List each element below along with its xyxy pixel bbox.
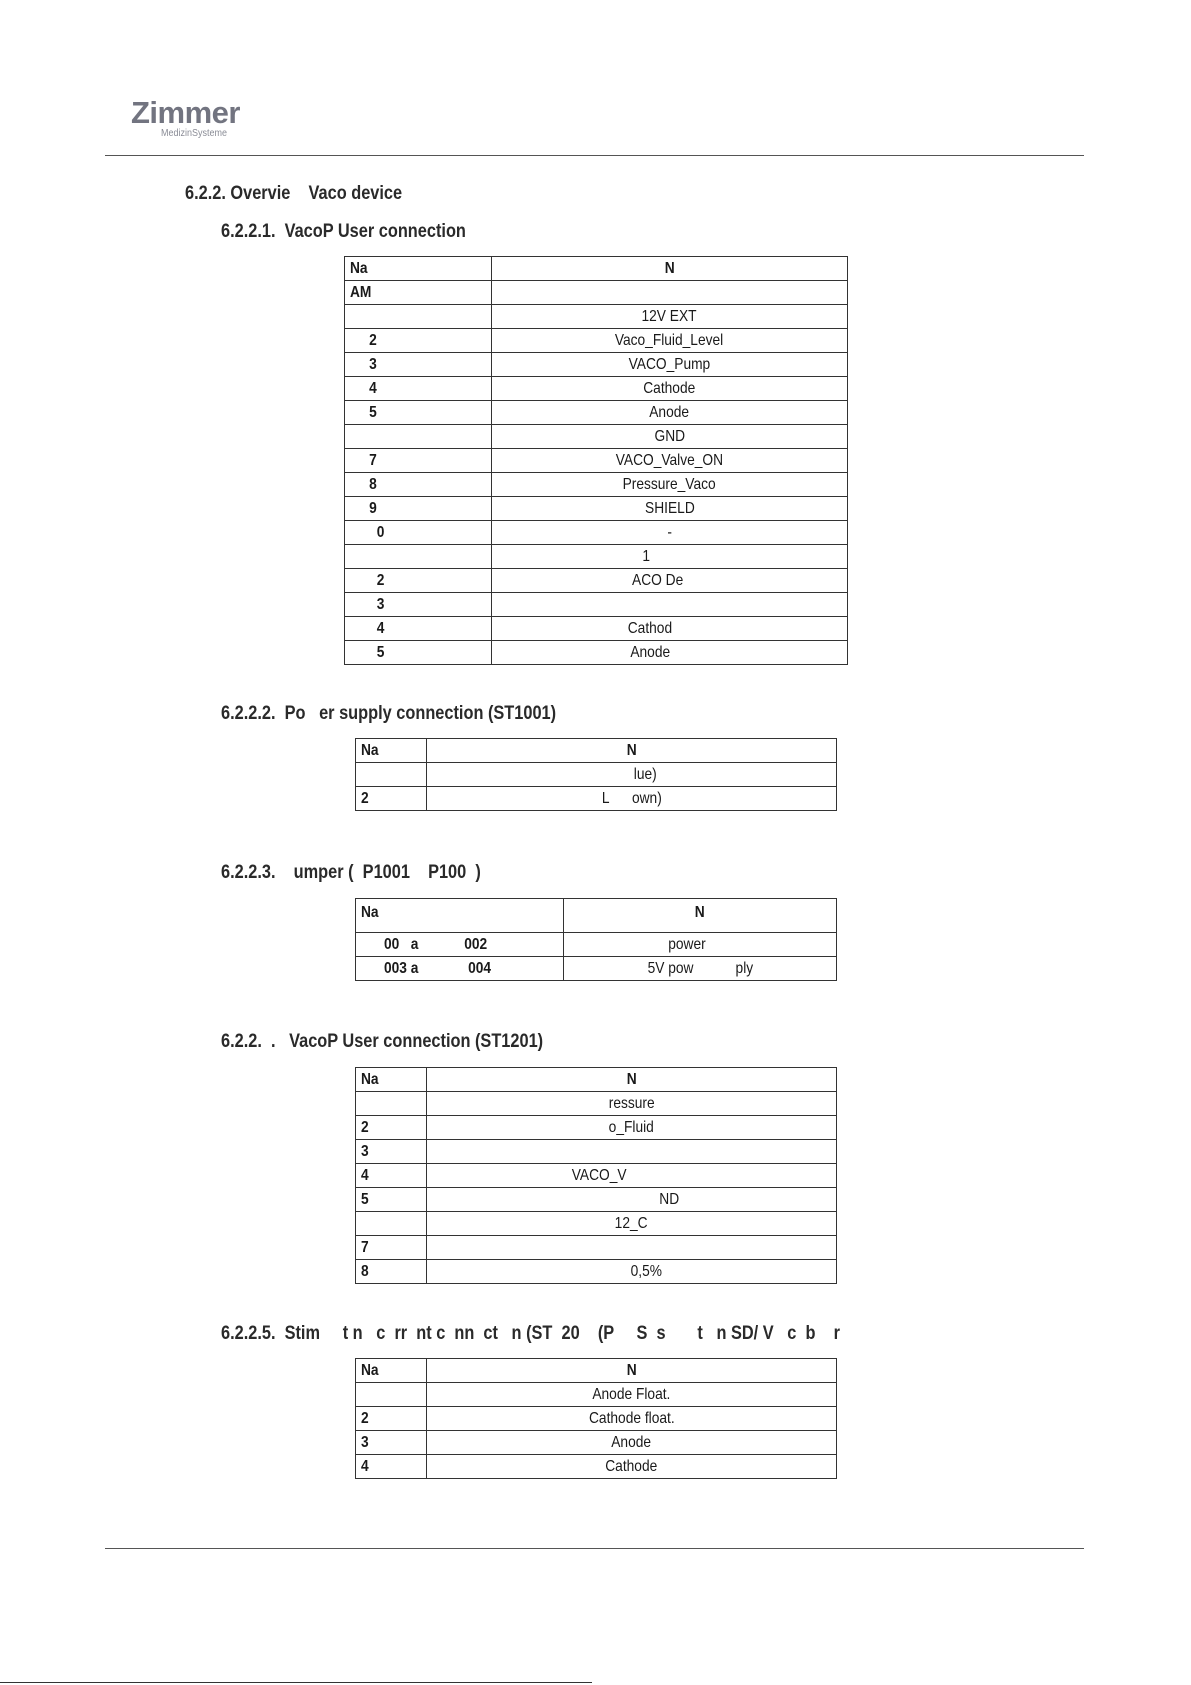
cell-text: 2 bbox=[361, 1119, 369, 1136]
cell-text: 4 bbox=[350, 380, 377, 397]
table-row bbox=[356, 1260, 837, 1284]
bottom-edge-rule bbox=[0, 1682, 592, 1683]
table-row bbox=[356, 1140, 837, 1164]
pin-number-cell bbox=[345, 329, 492, 353]
pin-number-cell bbox=[345, 641, 492, 665]
cell-text: N bbox=[626, 1071, 637, 1088]
pin-name-cell bbox=[564, 899, 837, 933]
subsection-heading-1: 6.2.2.1. VacoP User connection bbox=[221, 221, 466, 242]
cell-text: 3 bbox=[350, 356, 377, 373]
pin-number-cell bbox=[356, 763, 427, 787]
pin-number-cell bbox=[345, 401, 492, 425]
table-row bbox=[356, 1383, 837, 1407]
pin-name-cell bbox=[427, 1383, 837, 1407]
cell-text: 7 bbox=[361, 1239, 369, 1256]
table-row bbox=[356, 1212, 837, 1236]
table-row bbox=[356, 1164, 837, 1188]
cell-text: Anode Float. bbox=[592, 1386, 671, 1403]
pin-number-cell bbox=[345, 377, 492, 401]
table-row bbox=[356, 1188, 837, 1212]
pin-number-cell bbox=[356, 1188, 427, 1212]
pin-name-cell bbox=[427, 1359, 837, 1383]
pin-name-cell bbox=[427, 1236, 837, 1260]
table-row bbox=[345, 353, 848, 377]
pin-number-cell bbox=[356, 1431, 427, 1455]
table-row bbox=[345, 329, 848, 353]
cell-text: N bbox=[695, 904, 705, 921]
pin-name-cell bbox=[492, 377, 848, 401]
cell-text: lue) bbox=[606, 766, 657, 783]
cell-text: 2 bbox=[361, 790, 369, 807]
table-row bbox=[345, 497, 848, 521]
pin-name-cell bbox=[492, 401, 848, 425]
cell-text: L own) bbox=[601, 790, 662, 807]
cell-text: N bbox=[626, 742, 637, 759]
pin-table-2-body bbox=[356, 739, 837, 811]
table-row bbox=[356, 933, 837, 957]
pin-number-cell bbox=[356, 899, 564, 933]
logo-subtitle: MedizinSysteme bbox=[161, 128, 228, 139]
pin-name-cell bbox=[492, 593, 848, 617]
table-row bbox=[345, 473, 848, 497]
pin-number-cell bbox=[345, 617, 492, 641]
cell-text: 5 bbox=[361, 1191, 369, 1208]
pin-name-cell bbox=[427, 739, 837, 763]
cell-text: 4 bbox=[350, 620, 385, 637]
cell-text: 8 bbox=[350, 476, 377, 493]
cell-text: Na bbox=[361, 742, 379, 759]
cell-text: ACO De bbox=[632, 572, 707, 589]
table-row bbox=[356, 1236, 837, 1260]
cell-text: AM bbox=[350, 284, 372, 301]
pin-table-3-body bbox=[356, 899, 837, 981]
pin-name-cell bbox=[492, 473, 848, 497]
table-row bbox=[356, 763, 837, 787]
cell-text: 4 bbox=[361, 1458, 369, 1475]
cell-text: 1 bbox=[642, 548, 697, 565]
table-row bbox=[356, 1455, 837, 1479]
pin-number-cell bbox=[345, 497, 492, 521]
table-header-row bbox=[345, 257, 848, 281]
cell-text: 4 bbox=[361, 1167, 369, 1184]
logo-wordmark: Zimmer bbox=[131, 95, 240, 130]
pin-table-5-body bbox=[356, 1359, 837, 1479]
cell-text: Pressure_Vaco bbox=[622, 476, 717, 493]
cell-text: N bbox=[664, 260, 675, 277]
pin-number-cell bbox=[345, 521, 492, 545]
table-row bbox=[356, 1116, 837, 1140]
pin-name-cell bbox=[492, 569, 848, 593]
pin-name-cell bbox=[492, 521, 848, 545]
pin-number-cell bbox=[345, 569, 492, 593]
table-row bbox=[345, 593, 848, 617]
pin-number-cell bbox=[356, 1164, 427, 1188]
subsection-heading-3: 6.2.2.3. umper ( P1001 P100 ) bbox=[221, 862, 481, 883]
subsection-heading-2: 6.2.2.2. Po er supply connection (ST1001) bbox=[221, 703, 557, 724]
pin-table-4-body bbox=[356, 1068, 837, 1284]
table-row bbox=[345, 545, 848, 569]
pin-number-cell bbox=[356, 1140, 427, 1164]
pin-name-cell bbox=[427, 1407, 837, 1431]
cell-text: Cathode float. bbox=[588, 1410, 675, 1427]
pin-number-cell bbox=[356, 1212, 427, 1236]
pin-name-cell bbox=[427, 1068, 837, 1092]
table-header-row bbox=[356, 899, 837, 933]
pin-number-cell bbox=[356, 1092, 427, 1116]
cell-text: o_Fluid bbox=[608, 1119, 655, 1136]
table-row bbox=[356, 787, 837, 811]
pin-name-cell bbox=[492, 257, 848, 281]
pin-table-2 bbox=[355, 738, 837, 811]
pin-number-cell bbox=[356, 1359, 427, 1383]
cell-text: 12_C bbox=[615, 1215, 648, 1232]
pin-table-3 bbox=[355, 898, 837, 981]
cell-text: ND bbox=[583, 1191, 680, 1208]
pin-number-cell bbox=[345, 425, 492, 449]
cell-text: Na bbox=[361, 904, 379, 921]
pin-name-cell bbox=[427, 1212, 837, 1236]
table-row bbox=[345, 641, 848, 665]
cell-text: SHIELD bbox=[644, 500, 695, 517]
pin-name-cell bbox=[427, 787, 837, 811]
pin-number-cell bbox=[356, 1260, 427, 1284]
cell-text: VACO_Pump bbox=[628, 356, 711, 373]
pin-name-cell bbox=[492, 305, 848, 329]
table-row bbox=[356, 1431, 837, 1455]
cell-text: Cathode bbox=[643, 380, 696, 397]
pin-number-cell bbox=[345, 545, 492, 569]
section-heading: 6.2.2. Overvie Vaco device bbox=[185, 183, 403, 204]
table-row bbox=[345, 449, 848, 473]
cell-text: Anode bbox=[630, 644, 709, 661]
table-header-row bbox=[356, 1068, 837, 1092]
table-row bbox=[345, 617, 848, 641]
pin-table-4 bbox=[355, 1067, 837, 1284]
pin-name-cell bbox=[492, 617, 848, 641]
pin-name-cell bbox=[492, 353, 848, 377]
cell-text: 0,5% bbox=[600, 1263, 663, 1280]
table-row bbox=[345, 521, 848, 545]
subsection-heading-4: 6.2.2. . VacoP User connection (ST1201) bbox=[221, 1031, 544, 1052]
pin-number-cell bbox=[356, 739, 427, 763]
pin-name-cell bbox=[427, 1116, 837, 1140]
table-row bbox=[356, 1092, 837, 1116]
cell-text: power bbox=[667, 936, 733, 953]
cell-text: 7 bbox=[350, 452, 377, 469]
pin-number-cell bbox=[345, 593, 492, 617]
pin-name-cell bbox=[492, 281, 848, 305]
pin-number-cell bbox=[345, 257, 492, 281]
pin-number-cell bbox=[356, 787, 427, 811]
table-row bbox=[356, 957, 837, 981]
cell-text: 12V EXT bbox=[641, 308, 698, 325]
pin-table-1 bbox=[344, 256, 848, 665]
pin-name-cell bbox=[427, 1260, 837, 1284]
pin-name-cell bbox=[492, 641, 848, 665]
cell-text: Vaco_Fluid_Level bbox=[615, 332, 724, 349]
pin-name-cell bbox=[427, 763, 837, 787]
table-row bbox=[345, 425, 848, 449]
pin-name-cell bbox=[492, 449, 848, 473]
footer-rule bbox=[105, 1548, 1084, 1549]
cell-text: 2 bbox=[350, 332, 377, 349]
subsection-heading-5: 6.2.2.5. Stim t n c rr nt c nn ct n (ST 20 (P S s t n SD/ V c b r bbox=[221, 1323, 840, 1344]
cell-text: 5 bbox=[350, 404, 377, 421]
cell-text: 8 bbox=[361, 1263, 369, 1280]
cell-text: VACO_V bbox=[571, 1167, 692, 1184]
pin-number-cell bbox=[345, 449, 492, 473]
cell-text: Na bbox=[361, 1362, 379, 1379]
pin-number-cell bbox=[356, 1407, 427, 1431]
pin-number-cell bbox=[345, 353, 492, 377]
cell-text: N bbox=[626, 1362, 637, 1379]
table-row bbox=[345, 305, 848, 329]
cell-text: 3 bbox=[361, 1143, 369, 1160]
table-row bbox=[345, 401, 848, 425]
table-row bbox=[345, 569, 848, 593]
cell-text: Cathode bbox=[605, 1458, 658, 1475]
table-row bbox=[345, 281, 848, 305]
cell-text: 3 bbox=[361, 1434, 369, 1451]
pin-name-cell bbox=[427, 1431, 837, 1455]
pin-name-cell bbox=[492, 329, 848, 353]
cell-text: 00 a 002 bbox=[361, 936, 488, 953]
header-rule bbox=[105, 155, 1084, 156]
cell-text: Anode bbox=[649, 404, 690, 421]
pin-number-cell bbox=[345, 473, 492, 497]
pin-name-cell bbox=[427, 1188, 837, 1212]
pin-number-cell bbox=[345, 281, 492, 305]
cell-text: 2 bbox=[350, 572, 385, 589]
cell-text: Na bbox=[350, 260, 368, 277]
cell-text: 5V pow ply bbox=[647, 960, 753, 977]
cell-text: 9 bbox=[350, 500, 377, 517]
cell-text: GND bbox=[654, 428, 685, 445]
pin-name-cell bbox=[492, 425, 848, 449]
pin-name-cell bbox=[564, 933, 837, 957]
table-row bbox=[345, 377, 848, 401]
cell-text: - bbox=[667, 524, 672, 541]
table-header-row bbox=[356, 739, 837, 763]
pin-name-cell bbox=[427, 1092, 837, 1116]
cell-text: Anode bbox=[611, 1434, 652, 1451]
cell-text: 0 bbox=[350, 524, 385, 541]
pin-number-cell bbox=[356, 957, 564, 981]
pin-number-cell bbox=[345, 305, 492, 329]
cell-text: ressure bbox=[608, 1095, 655, 1112]
cell-text: 5 bbox=[350, 644, 385, 661]
pin-name-cell bbox=[427, 1455, 837, 1479]
pin-name-cell bbox=[492, 497, 848, 521]
table-header-row bbox=[356, 1359, 837, 1383]
pin-name-cell bbox=[427, 1140, 837, 1164]
pin-number-cell bbox=[356, 1116, 427, 1140]
pin-table-5 bbox=[355, 1358, 837, 1479]
table-row bbox=[356, 1407, 837, 1431]
pin-table-1-body bbox=[345, 257, 848, 665]
cell-text: 2 bbox=[361, 1410, 369, 1427]
cell-text: 3 bbox=[350, 596, 385, 613]
zimmer-logo bbox=[131, 95, 240, 140]
pin-name-cell bbox=[427, 1164, 837, 1188]
pin-number-cell bbox=[356, 1068, 427, 1092]
pin-name-cell bbox=[492, 545, 848, 569]
pin-number-cell bbox=[356, 1236, 427, 1260]
pin-number-cell bbox=[356, 1383, 427, 1407]
pin-number-cell bbox=[356, 933, 564, 957]
pin-number-cell bbox=[356, 1455, 427, 1479]
pin-name-cell bbox=[564, 957, 837, 981]
cell-text: 003 a 004 bbox=[361, 960, 492, 977]
cell-text: VACO_Valve_ON bbox=[615, 452, 724, 469]
cell-text: Na bbox=[361, 1071, 379, 1088]
cell-text: Cathod bbox=[628, 620, 711, 637]
